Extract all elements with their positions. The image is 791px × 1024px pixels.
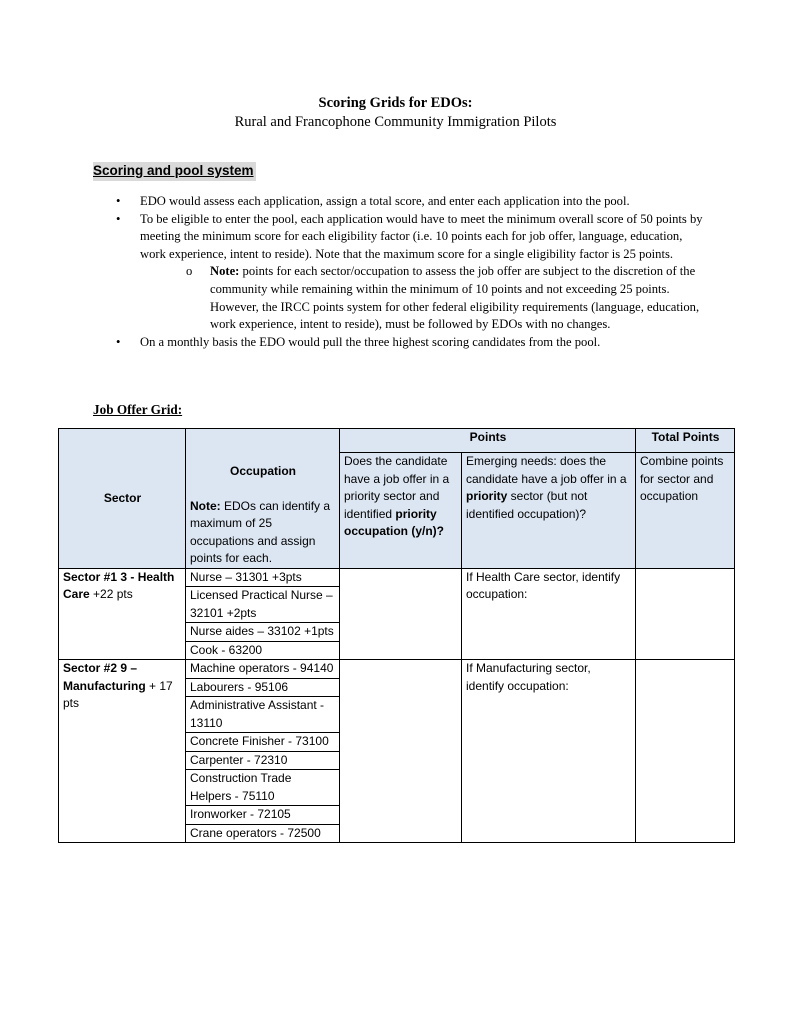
sector-points: +22 pts: [89, 587, 133, 601]
sector-cell: [59, 660, 186, 843]
sub-bullet-icon: o: [186, 264, 193, 279]
occupation-cell: Licensed Practical Nurse – 32101 +2pts: [186, 587, 340, 623]
occupation-cell: Administrative Assistant - 13110: [186, 697, 340, 733]
table-row: [59, 568, 735, 587]
priority-column-header: [340, 453, 462, 568]
emerging-cell: If Manufacturing sector, identify occupation:: [462, 660, 636, 843]
occupation-note: [190, 498, 336, 568]
priority-header-text: Does the candidate have a job offer in a priority sector and identified: [344, 454, 450, 521]
occupation-cell: Nurse – 31301 +3pts: [186, 568, 340, 587]
table-header-row: [59, 429, 735, 453]
occupation-header: [186, 429, 340, 569]
bullet-icon: •: [116, 194, 121, 208]
occupation-note-label: Note:: [190, 498, 221, 513]
sub-bullet-item: [140, 263, 706, 333]
table-row: [59, 660, 735, 679]
emerging-column-header: [462, 453, 636, 568]
occupation-cell: Carpenter - 72310: [186, 751, 340, 770]
priority-header-bold: priority occupation (y/n)?: [344, 506, 444, 539]
emerging-cell: If Health Care sector, identify occupation:: [462, 568, 636, 660]
page-subtitle: Rural and Francophone Community Immigration Pilots: [234, 114, 557, 130]
section-heading: Scoring and pool system: [93, 162, 256, 181]
sector-cell: [59, 568, 186, 660]
emerging-header-bold: priority: [466, 489, 508, 504]
occupation-cell: Concrete Finisher - 73100: [186, 733, 340, 752]
grid-heading: Job Offer Grid:: [93, 402, 183, 417]
title-block: [0, 94, 791, 132]
occupation-cell: Labourers - 95106: [186, 678, 340, 697]
occupation-cell: Nurse aides – 33102 +1pts: [186, 623, 340, 642]
sector-label: Sector #2 9 – Manufacturing: [63, 661, 146, 693]
emerging-header-text: Emerging needs: does the candidate have a job offer in a: [466, 454, 627, 486]
points-header: Points: [340, 429, 636, 453]
priority-answer-cell[interactable]: [340, 568, 462, 660]
job-offer-grid-table: [58, 428, 735, 843]
occupation-cell: Machine operators - 94140: [186, 660, 340, 679]
occupation-cell: Construction Trade Helpers - 75110: [186, 770, 340, 806]
bullet-list: [116, 193, 706, 351]
occupation-cell: Cook - 63200: [186, 641, 340, 660]
occupation-cell: Ironworker - 72105: [186, 806, 340, 825]
sector-header: Sector: [59, 429, 186, 569]
emerging-header-text-end: sector (but not identified occupation)?: [466, 489, 588, 521]
bullet-icon: •: [116, 211, 121, 226]
bullet-text: On a monthly basis the EDO would pull the three highest scoring candidates from the pool.: [140, 334, 601, 349]
total-points-cell[interactable]: [636, 660, 735, 843]
occupation-cell: Crane operators - 72500: [186, 824, 340, 843]
note-label: Note:: [210, 264, 240, 279]
note-text: points for each sector/occupation to assess the job offer are subject to the discretion of the community while remaining within the minimum of 10 points and not exceeding 25 points. However, the IRCC points system for other federal eligibility requirements (language, education, work experience, intent to reside), must be followed by EDOs with no changes.: [210, 264, 700, 332]
total-points-header: Total Points: [636, 429, 735, 453]
occupation-header-label: Occupation: [229, 464, 296, 478]
bullet-item: [116, 211, 706, 334]
bullet-text: EDO would assess each application, assign a total score, and enter each application into the pool.: [140, 194, 630, 208]
total-points-cell[interactable]: [636, 568, 735, 660]
bullet-item: [116, 193, 706, 211]
sector-points: + 17 pts: [63, 678, 173, 710]
page-title: Scoring Grids for EDOs:: [318, 95, 473, 111]
priority-answer-cell[interactable]: [340, 660, 462, 843]
occupation-note-text: EDOs can identify a maximum of 25 occupations and assign points for each.: [190, 498, 331, 565]
sector-label: Sector #1 3 - Health Care: [63, 569, 175, 601]
total-column-header: Combine points for sector and occupation: [636, 453, 735, 568]
bullet-item: [116, 334, 706, 352]
bullet-icon: •: [116, 334, 121, 349]
bullet-text: To be eligible to enter the pool, each application would have to meet the minimum overall score of 50 points by meeting the minimum score for each eligibility factor (i.e. 10 points each for job offer, language, education, work experience, intent to reside). Note that the maximum score for a single eligibility factor is 25 points.: [140, 211, 703, 261]
